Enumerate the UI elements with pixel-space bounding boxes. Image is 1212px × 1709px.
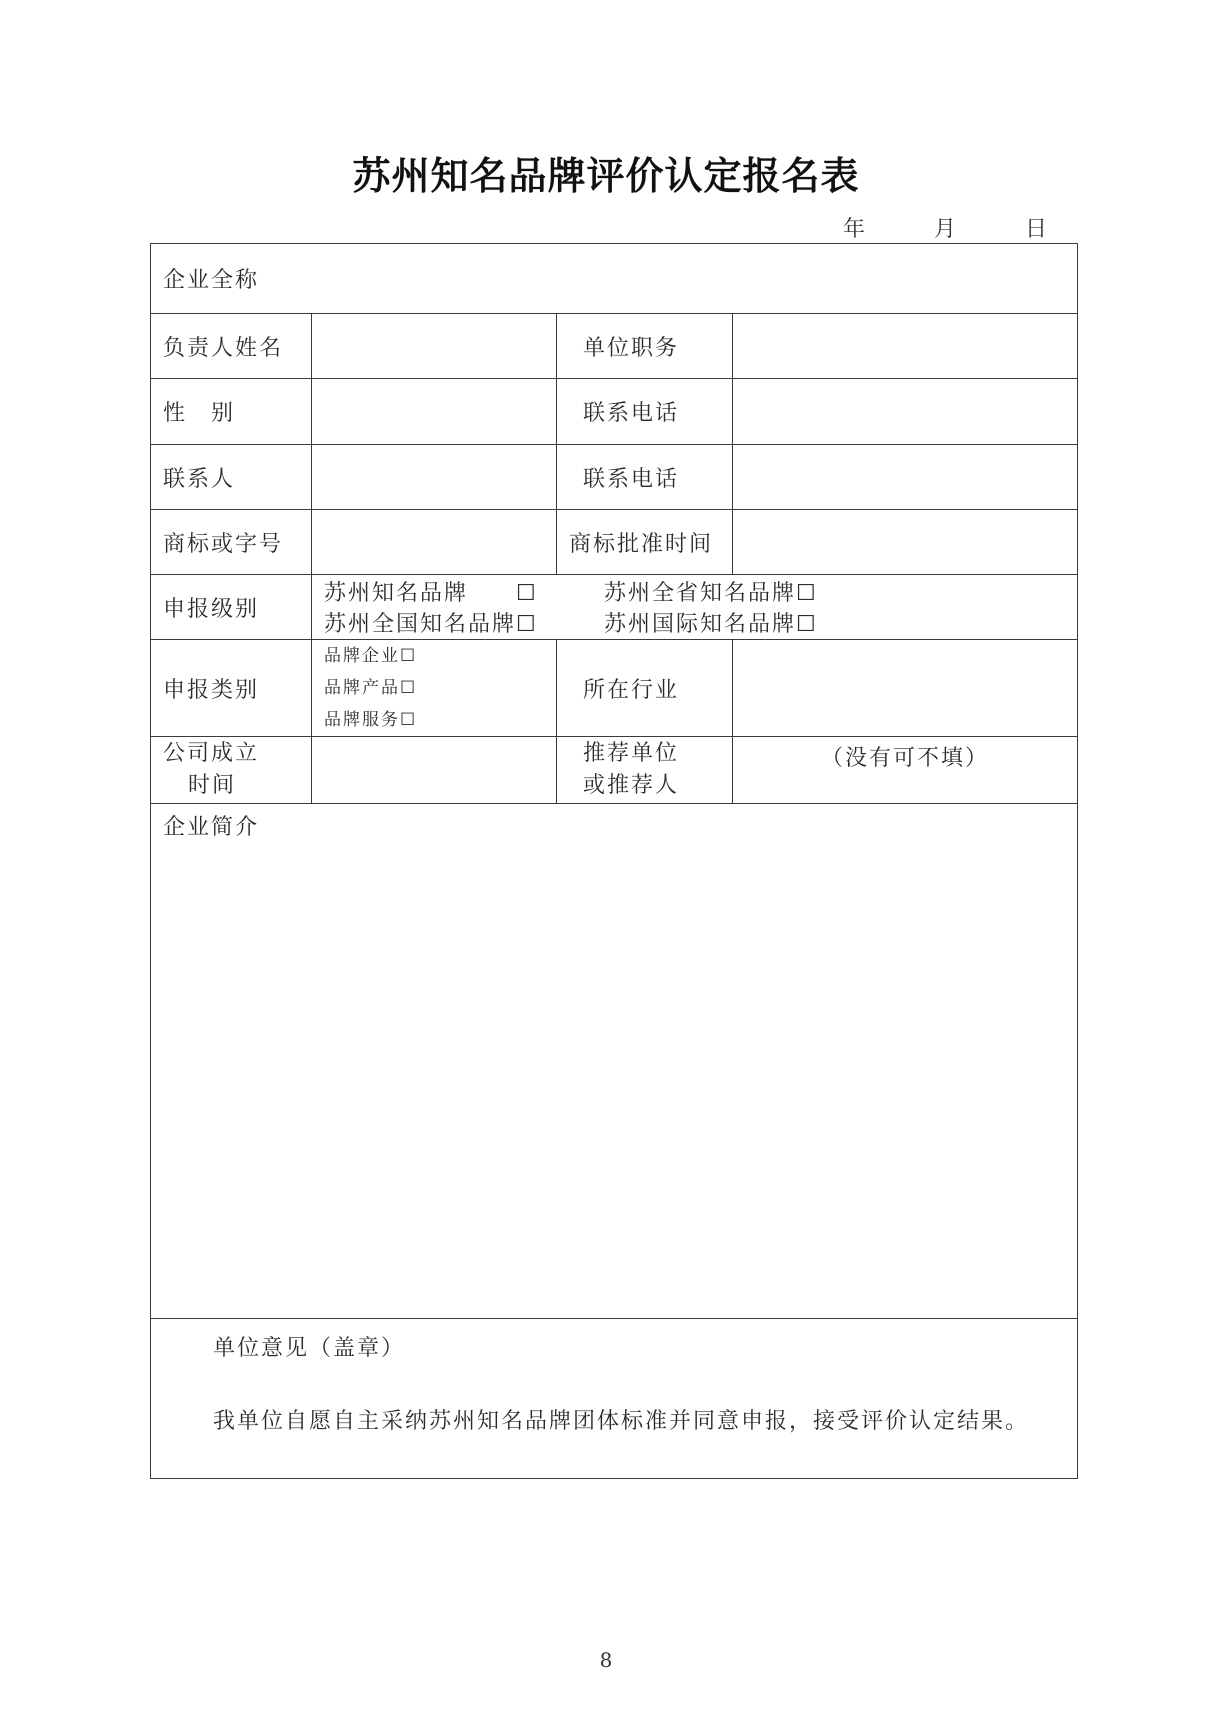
date-day: 日 [1025,217,1048,242]
intro-label: 企业简介 [163,815,260,840]
company-intro-field[interactable] [151,804,1078,1319]
position-label: 单位职务 [557,314,733,379]
row-intro [151,804,1078,1319]
opinion-text: 我单位自愿自主采纳苏州知名品牌团体标准并同意申报，接受评价认定结果。 [213,1409,1030,1434]
row-trademark [151,510,1078,575]
recommender-note: （没有可不填） [821,745,990,771]
row-opinion [151,1319,1078,1479]
category-option-enterprise[interactable]: 品牌企业☐ [324,646,418,666]
category-option-product[interactable]: 品牌产品☐ [324,678,418,698]
responsible-name-label: 负责人姓名 [151,314,312,379]
category-label: 申报类别 [151,640,312,737]
gender-label: 性 别 [151,379,312,445]
date-month: 月 [934,217,957,242]
row-responsible [151,314,1078,379]
opinion-field[interactable] [151,1319,1078,1479]
industry-label: 所在行业 [557,640,733,737]
category-options [312,640,557,737]
level-options [312,575,1078,640]
founded-label-line1: 公司成立 [163,741,260,766]
form-title: 苏州知名品牌评价认定报名表 [352,153,860,198]
founded-label [151,737,312,804]
contact-field[interactable] [312,445,557,510]
founded-label-line2: 时间 [188,773,237,798]
trademark-date-field[interactable] [733,510,1078,575]
recommender-label-line2: 或推荐人 [583,773,680,798]
industry-field[interactable] [733,640,1078,737]
row-founded [151,737,1078,804]
phone-field-1[interactable] [733,379,1078,445]
row-level [151,575,1078,640]
responsible-name-field[interactable] [312,314,557,379]
date-line [843,212,1047,243]
trademark-field[interactable] [312,510,557,575]
contact-label: 联系人 [151,445,312,510]
row-contact [151,445,1078,510]
founded-field[interactable] [312,737,557,804]
phone-label-2: 联系电话 [557,445,733,510]
level-option-national[interactable]: 苏州全国知名品牌☐ [324,612,538,637]
registration-form-table [150,243,1078,1479]
date-year: 年 [843,217,866,242]
category-option-service[interactable]: 品牌服务☐ [324,710,418,730]
gender-field[interactable] [312,379,557,445]
trademark-date-label: 商标批准时间 [557,510,733,575]
phone-field-2[interactable] [733,445,1078,510]
recommender-label [557,737,733,804]
level-option-suzhou[interactable]: 苏州知名品牌 ☐ [324,581,538,606]
trademark-label: 商标或字号 [151,510,312,575]
company-name-label: 企业全称 [163,268,260,293]
row-company-name [151,244,1078,314]
recommender-label-line1: 推荐单位 [583,741,680,766]
position-field[interactable] [733,314,1078,379]
phone-label-1: 联系电话 [557,379,733,445]
company-name-field[interactable] [151,244,1078,314]
level-option-international[interactable]: 苏州国际知名品牌☐ [604,612,818,637]
row-gender [151,379,1078,445]
level-label: 申报级别 [151,575,312,640]
opinion-label: 单位意见（盖章） [213,1336,406,1361]
page-number: 8 [599,1648,613,1672]
row-category [151,640,1078,737]
recommender-field[interactable] [733,737,1078,804]
level-option-province[interactable]: 苏州全省知名品牌☐ [604,581,818,606]
